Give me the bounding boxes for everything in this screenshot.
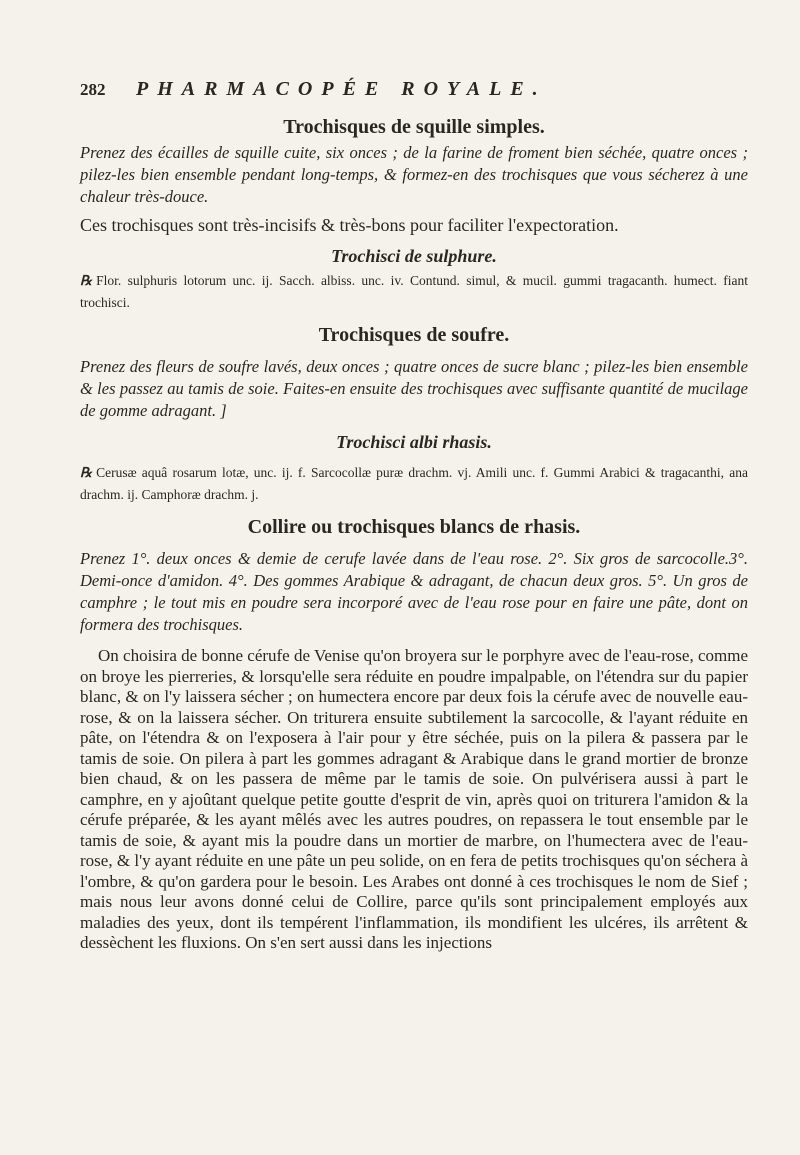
section-title-collire: Collire ou trochisques blancs de rhasis. bbox=[247, 516, 581, 538]
latin-title-sulphure: Trochisci de sulphure. bbox=[331, 246, 497, 266]
latin-recipe-rhasis-text: Cerusæ aquâ rosarum lotæ, unc. ij. f. Sarcocollæ puræ drachm. vj. Amili unc. f. Gummi Arabici & tragacanthi, ana drachm. ij. Camphoræ drachm. j. bbox=[80, 465, 748, 502]
latin-title-rhasis: Trochisci albi rhasis. bbox=[336, 432, 492, 452]
page-number: 282 bbox=[80, 80, 106, 99]
page-header bbox=[80, 78, 748, 102]
latin-recipe-sulphure-text: Flor. sulphuris lotorum unc. ij. Sacch. albiss. unc. iv. Contund. simul, & mucil. gummi tragacanth. humect. fiant trochisci. bbox=[80, 273, 748, 310]
recipe-collire: Prenez 1°. deux onces & demie de cerufe lavée dans de l'eau rose. 2°. Six gros de sarcocolle.3°. Demi-once d'amidon. 4°. Des gommes Arabique & adragant, de chacun deux gros. 5°. Un gros de camphre ; le tout mis en poudre sera incorporé avec de l'eau rose pour en faire une pâte, dont on formera des trochisques. bbox=[80, 549, 748, 634]
recipe-squille: Prenez des écailles de squille cuite, six onces ; de la farine de froment bien séchée, quatre onces ; pilez-les bien ensemble pendant long-temps, & formez-en des trochisques que vous sécherez à une chaleur très-douce. bbox=[80, 143, 748, 206]
section-title-squille: Trochisques de squille simples. bbox=[283, 116, 545, 138]
latin-recipe-rhasis bbox=[80, 462, 748, 506]
recipe-rx-icon: ℞ bbox=[80, 465, 93, 480]
recipe-soufre: Prenez des fleurs de soufre lavés, deux onces ; quatre onces de sucre blanc ; pilez-les bien ensemble & les passez au tamis de soie. Faites-en ensuite des trochisques avec suffisante quantité de mucilage de gomme adragant. ] bbox=[80, 357, 748, 420]
note-squille: Ces trochisques sont très-incisifs & très-bons pour faciliter l'expectoration. bbox=[80, 215, 619, 235]
latin-recipe-sulphure bbox=[80, 270, 748, 314]
recipe-rx-icon: ℞ bbox=[80, 273, 93, 288]
running-head: PHARMACOPÉE ROYALE. bbox=[136, 78, 547, 100]
section-title-soufre: Trochisques de soufre. bbox=[318, 324, 510, 346]
body-collire: On choisira de bonne cérufe de Venise qu'on broyera sur le porphyre avec de l'eau-rose, comme on broye les pierreries, & lorsqu'elle sera réduite en poudre impalpable, on l'étendra sur du papier blanc, & on l'y laissera sécher ; on humectera encore par deux fois la cérufe avec de nouvelle eau-rose, & on la laissera sécher. On triturera ensuite subtilement la sarcocolle, & l'ayant réduite en pâte, on l'étendra & on l'exposera à l'air pour y être séchée, puis on la pilera & passera par le tamis de soie. On pilera à part les gommes adragant & Arabique dans le grand mortier de bronze bien chaud, & on les passera de même par le tamis de soie. On pulvérisera aussi à part le camphre, en y ajoûtant quelque petite goutte d'esprit de vin, après quoi on triturera l'amidon & la cérufe préparée, & les ayant mêlés avec les autres poudres, on repassera le tout ensemble par le tamis de soie, & ayant mis la poudre dans un mortier de marbre, on l'humectera avec de l'eau-rose, & l'y ayant réduite en une pâte un peu solide, on en fera de petits trochisques qu'on séchera à l'ombre, & qu'on gardera pour le besoin. Les Arabes ont donné à ces trochisques le nom de Sief ; mais nous leur avons donné celui de Collire, parce qu'ils sont principalement employés aux maladies des yeux, dont ils tempérent l'inflammation, ils mondifient les ulcéres, ils arrêtent & dessèchent les fluxions. On s'en sert aussi dans les injections bbox=[80, 646, 748, 952]
